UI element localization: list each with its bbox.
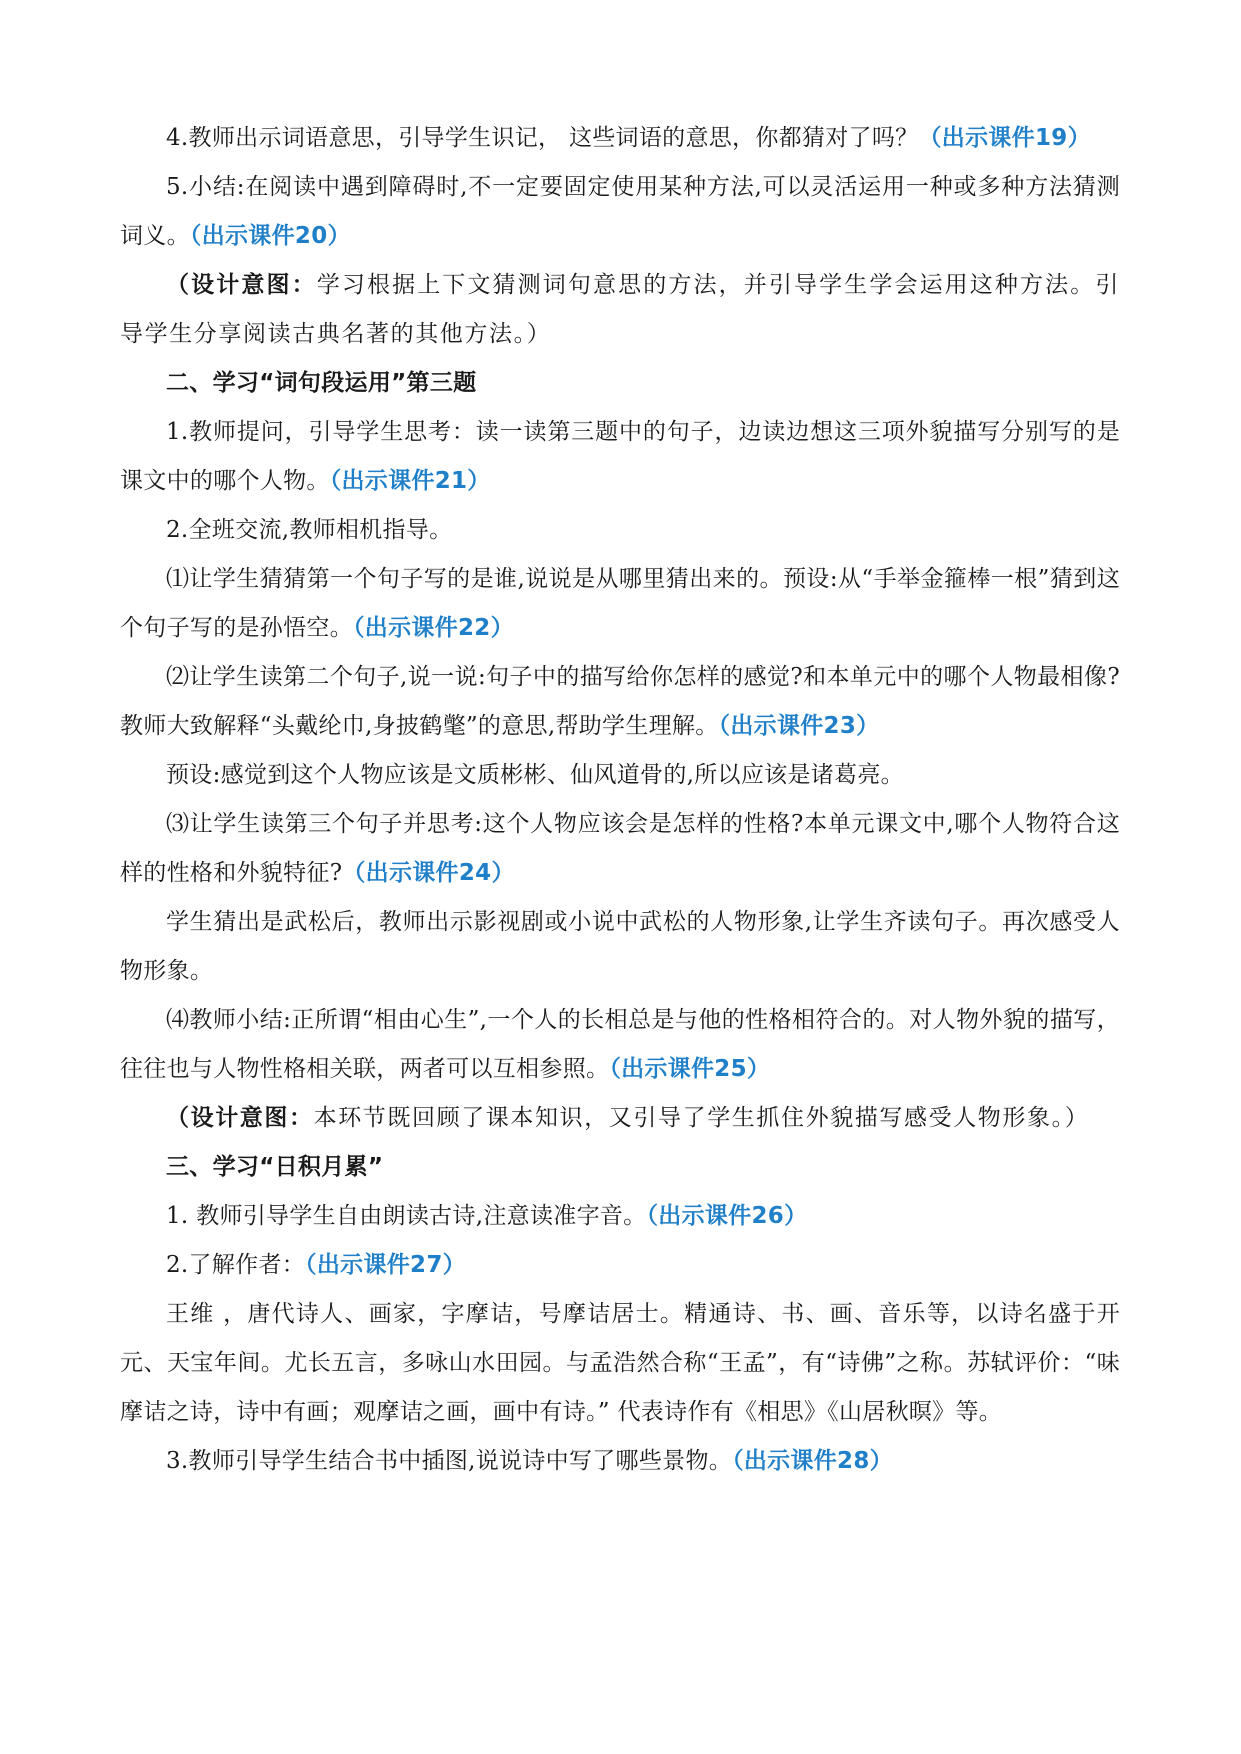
paragraph-sentence-1 — [120, 555, 1120, 653]
courseware-ref: （出示课件19） — [918, 125, 1091, 151]
paragraph-text: 2.全班交流,教师相机指导。 — [166, 517, 453, 543]
courseware-ref: （出示课件28） — [732, 1448, 893, 1474]
courseware-ref: （出示课件27） — [305, 1252, 466, 1278]
paragraph-sentence-3 — [120, 800, 1120, 898]
design-intent-2 — [120, 1094, 1120, 1143]
paragraph-wusong — [120, 898, 1120, 996]
paragraph-author — [120, 1241, 1120, 1290]
paragraph-sentence-2 — [120, 653, 1120, 751]
paragraph-text: ⑷教师小结:正所谓“相由心生”,一个人的长相总是与他的性格相符合的。对人物外貌的描写，往往也与人物性格相关联，两者可以互相参照。 — [120, 1007, 1120, 1082]
section-heading-3: 三、学习“日积月累” — [166, 1154, 384, 1180]
paragraph-scenery — [120, 1437, 1120, 1486]
paragraph-read-poem — [120, 1192, 1120, 1241]
courseware-ref: （出示课件25） — [609, 1056, 771, 1082]
courseware-ref: （出示课件24） — [342, 860, 515, 886]
paragraph-text: 王维 ，唐代诗人、画家，字摩诘，号摩诘居士。精通诗、书、画、音乐等，以诗名盛于开元、天宝年间。尤长五言，多咏山水田园。与孟浩然合称“王孟”，有“诗佛”之称。苏轼评价：“味摩诘之诗，诗中有画；观摩诘之画，画中有诗。” 代表诗作有《相思》《山居秋暝》等。 — [120, 1301, 1120, 1425]
paragraph-text: 2.了解作者： — [166, 1252, 306, 1278]
design-intent-text: 学习根据上下文猜测词句意思的方法，并引导学生学会运用这种方法。引导学生分享阅读古典名著的其他方法。） — [120, 272, 1120, 347]
paragraph-question — [120, 408, 1120, 506]
paragraph-step-4 — [120, 114, 1120, 163]
paragraph-text: ⑴让学生猜猜第一个句子写的是谁,说说是从哪里猜出来的。预设:从“手举金箍棒一根”猜到这个句子写的是孙悟空。 — [120, 566, 1120, 641]
document-body — [120, 114, 1120, 1486]
paragraph-text: ⑶让学生读第三个句子并思考:这个人物应该会是怎样的性格?本单元课文中,哪个人物符合这样的性格和外貌特征? — [120, 811, 1120, 886]
section-heading-2: 二、学习“词句段运用”第三题 — [166, 370, 477, 396]
paragraph-text: 学生猜出是武松后，教师出示影视剧或小说中武松的人物形象,让学生齐读句子。再次感受人物形象。 — [120, 909, 1120, 984]
courseware-ref: （出示课件20） — [189, 223, 351, 249]
paragraph-text: 1.教师提问，引导学生思考：读一读第三题中的句子，边读边想这三项外貌描写分别写的是课文中的哪个人物。 — [120, 419, 1120, 494]
paragraph-preset — [120, 751, 1120, 800]
courseware-ref: （出示课件23） — [718, 713, 880, 739]
paragraph-text: 5.小结:在阅读中遇到障碍时,不一定要固定使用某种方法,可以灵活运用一种或多种方法猜测词义。 — [120, 174, 1120, 249]
paragraph-summary — [120, 163, 1120, 261]
design-intent-label: （设计意图： — [166, 1105, 314, 1131]
paragraph-wangwei — [120, 1290, 1120, 1437]
paragraph-teacher-summary — [120, 996, 1120, 1094]
paragraph-text: 3.教师引导学生结合书中插图,说说诗中写了哪些景物。 — [166, 1448, 733, 1474]
design-intent-1 — [120, 261, 1120, 359]
design-intent-label: （设计意图： — [166, 272, 317, 298]
courseware-ref: （出示课件26） — [646, 1203, 808, 1229]
design-intent-text: 本环节既回顾了课本知识，又引导了学生抓住外貌描写感受人物形象。） — [313, 1105, 1090, 1131]
paragraph-text: 1. 教师引导学生自由朗读古诗,注意读准字音。 — [166, 1203, 647, 1229]
courseware-ref: （出示课件22） — [353, 615, 514, 641]
paragraph-text: 预设:感觉到这个人物应该是文质彬彬、仙风道骨的,所以应该是诸葛亮。 — [166, 762, 904, 788]
courseware-ref: （出示课件21） — [329, 468, 491, 494]
paragraph-text: 4.教师出示词语意思，引导学生识记， 这些词语的意思，你都猜对了吗？ — [166, 125, 919, 151]
paragraph-discussion — [120, 506, 1120, 555]
paragraph-text: ⑵让学生读第二个句子,说一说:句子中的描写给你怎样的感觉?和本单元中的哪个人物最相像?教师大致解释“头戴纶巾,身披鹤氅”的意思,帮助学生理解。 — [120, 664, 1120, 739]
